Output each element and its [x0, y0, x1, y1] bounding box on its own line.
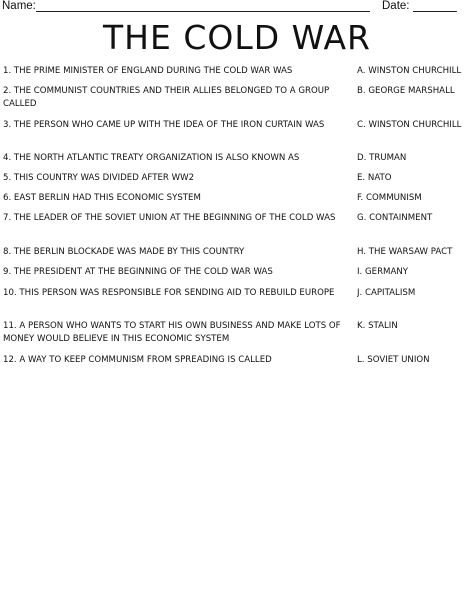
question-12: 12. A WAY TO KEEP COMMUNISM FROM SPREADING IS CALLED: [3, 355, 272, 365]
name-blank-line: [36, 11, 370, 12]
question-5: 5. THIS COUNTRY WAS DIVIDED AFTER WW2: [3, 173, 195, 183]
question-2: 2. THE COMMUNIST COUNTRIES AND THEIR ALLIES BELONGED TO A GROUP CALLED: [3, 86, 330, 109]
page-title: THE COLD WAR: [103, 18, 371, 57]
answer-k: K. STALIN: [357, 321, 398, 331]
question-3: 3. THE PERSON WHO CAME UP WITH THE IDEA OF THE IRON CURTAIN WAS: [3, 120, 325, 130]
answer-g: G. CONTAINMENT: [357, 213, 433, 223]
question-1: 1. THE PRIME MINISTER OF ENGLAND DURING THE COLD WAR WAS: [3, 66, 293, 76]
worksheet-header: [0, 0, 474, 14]
answer-f: F. COMMUNISM: [357, 193, 422, 203]
answer-l: L. SOVIET UNION: [357, 355, 430, 365]
answer-h: H. THE WARSAW PACT: [357, 247, 453, 257]
answer-e: E. NATO: [357, 173, 392, 183]
question-11: 11. A PERSON WHO WANTS TO START HIS OWN BUSINESS AND MAKE LOTS OF MONEY WOULD BELIEVE IN THIS ECONOMIC SYSTEM: [3, 321, 341, 344]
question-10: 10. THIS PERSON WAS RESPONSIBLE FOR SENDING AID TO REBUILD EUROPE: [3, 288, 335, 298]
question-6: 6. EAST BERLIN HAD THIS ECONOMIC SYSTEM: [3, 193, 201, 203]
date-label: Date:: [382, 0, 410, 12]
date-blank-line: [413, 11, 457, 12]
answer-b: B. GEORGE MARSHALL: [357, 86, 455, 96]
answer-i: I. GERMANY: [357, 267, 409, 277]
name-label: Name:: [2, 0, 36, 12]
answer-j: J. CAPITALISM: [357, 288, 416, 298]
question-7: 7. THE LEADER OF THE SOVIET UNION AT THE BEGINNING OF THE COLD WAS: [3, 213, 336, 223]
question-8: 8. THE BERLIN BLOCKADE WAS MADE BY THIS COUNTRY: [3, 247, 245, 257]
question-9: 9. THE PRESIDENT AT THE BEGINNING OF THE COLD WAR WAS: [3, 267, 273, 277]
answer-c: C. WINSTON CHURCHILL: [357, 120, 462, 130]
answer-a: A. WINSTON CHURCHILL: [357, 66, 462, 76]
question-4: 4. THE NORTH ATLANTIC TREATY ORGANIZATION IS ALSO KNOWN AS: [3, 153, 300, 163]
answer-d: D. TRUMAN: [357, 153, 407, 163]
